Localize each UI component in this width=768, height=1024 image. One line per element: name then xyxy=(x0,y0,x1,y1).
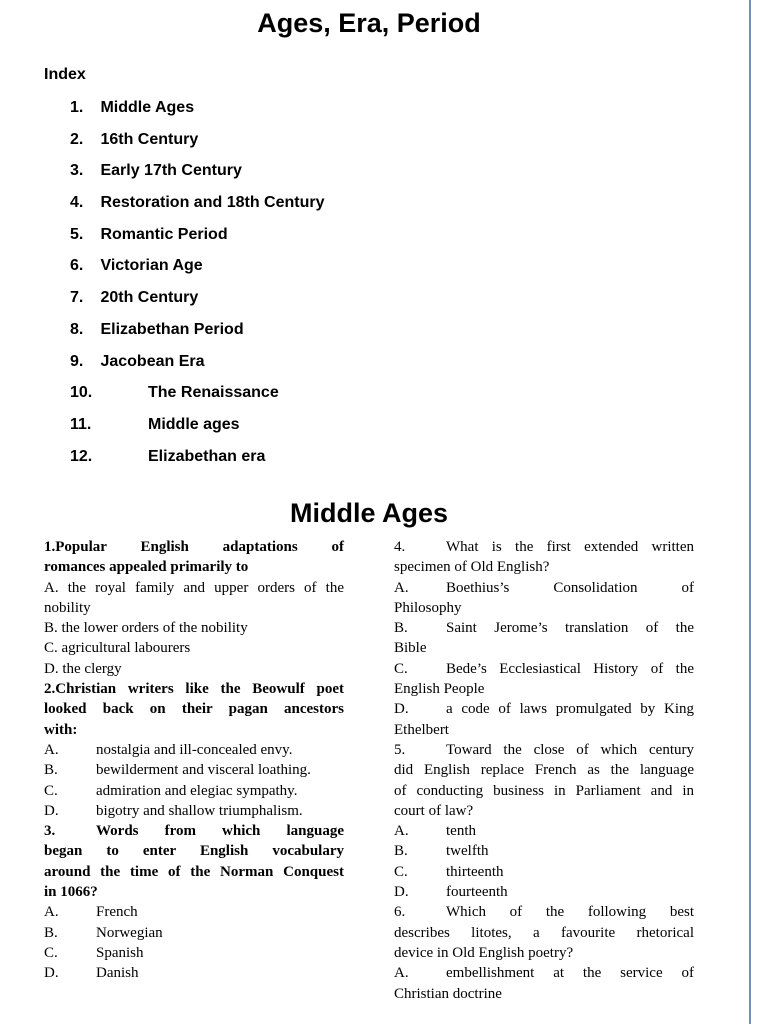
question-3 xyxy=(44,821,344,983)
answer-option: D. Danish xyxy=(44,965,139,982)
answer-option: D. a code of laws promulgated by King xyxy=(394,701,694,718)
answer-option: B. twelfth xyxy=(394,843,489,860)
answer-option: C. Spanish xyxy=(44,944,144,961)
question-text: describes litotes, a favourite rhetorical xyxy=(394,924,694,941)
question-6 xyxy=(394,902,694,1003)
question-4 xyxy=(394,537,694,740)
question-text: 2.Christian writers like the Beowulf poet xyxy=(44,681,344,698)
index-item[interactable]: 12. Elizabethan era xyxy=(70,447,266,465)
answer-option: A. French xyxy=(44,904,138,921)
index-item[interactable]: 7. 20th Century xyxy=(70,289,199,307)
question-5 xyxy=(394,740,694,902)
question-text: in 1066? xyxy=(44,884,98,901)
index-item[interactable]: 11. Middle ages xyxy=(70,415,240,433)
answer-option: D. fourteenth xyxy=(394,884,508,901)
section-title: Middle Ages xyxy=(289,498,449,528)
question-text: began to enter English vocabulary xyxy=(44,843,344,860)
index-item[interactable]: 3. Early 17th Century xyxy=(70,162,242,180)
index-item[interactable]: 5. Romantic Period xyxy=(70,225,228,243)
question-text: romances appealed primarily to xyxy=(44,559,249,576)
index-item[interactable]: 4. Restoration and 18th Century xyxy=(70,194,325,212)
answer-option: nobility xyxy=(44,599,91,616)
answer-option: A. nostalgia and ill-concealed envy. xyxy=(44,741,293,758)
question-text: 5. Toward the close of which century xyxy=(394,741,694,758)
answer-option: C. admiration and elegiac sympathy. xyxy=(44,782,298,799)
question-text: device in Old English poetry? xyxy=(394,944,574,961)
question-text: around the time of the Norman Conquest xyxy=(44,863,344,880)
answer-option: B. Norwegian xyxy=(44,924,163,941)
question-text: of conducting business in Parliament and in xyxy=(394,782,694,799)
question-text: looked back on their pagan ancestors xyxy=(44,701,344,718)
answer-option: A. Boethius’s Consolidation of xyxy=(394,579,694,596)
index-list xyxy=(70,96,324,476)
answer-option: English People xyxy=(394,681,485,698)
question-text: 6. Which of the following best xyxy=(394,904,694,921)
answer-option: Philosophy xyxy=(394,599,462,616)
answer-option: B. Saint Jerome’s translation of the xyxy=(394,620,694,637)
question-1 xyxy=(44,537,344,679)
question-text: 3. Words from which language xyxy=(44,823,344,840)
answer-option: B. the lower orders of the nobility xyxy=(44,620,248,637)
question-text: with: xyxy=(44,721,78,738)
index-item[interactable]: 1. Middle Ages xyxy=(70,99,195,116)
index-heading: Index xyxy=(44,66,86,83)
answer-option: A. tenth xyxy=(394,823,476,840)
answer-option: A. embellishment at the service of xyxy=(394,965,694,982)
index-item[interactable]: 10. The Renaissance xyxy=(70,384,279,402)
question-2 xyxy=(44,679,344,821)
page-edge-line xyxy=(749,0,751,1024)
index-item[interactable]: 8. Elizabethan Period xyxy=(70,320,244,338)
answer-option: Christian doctrine xyxy=(394,985,502,1002)
index-item[interactable]: 9. Jacobean Era xyxy=(70,352,205,370)
page-title: Ages, Era, Period xyxy=(257,8,481,38)
question-text: court of law? xyxy=(394,802,474,819)
answer-option: C. agricultural labourers xyxy=(44,640,191,657)
answer-option: D. bigotry and shallow triumphalism. xyxy=(44,802,303,819)
question-text: 1.Popular English adaptations of xyxy=(44,539,344,555)
right-column xyxy=(394,537,694,1004)
answer-option: D. the clergy xyxy=(44,660,122,677)
question-text: specimen of Old English? xyxy=(394,559,550,576)
answer-option: Bible xyxy=(394,640,427,657)
index-item[interactable]: 2. 16th Century xyxy=(70,130,199,148)
answer-option: C. thirteenth xyxy=(394,863,504,880)
answer-option: A. the royal family and upper orders of the xyxy=(44,579,344,596)
answer-option: Ethelbert xyxy=(394,721,449,738)
answer-option: C. Bede’s Ecclesiastical History of the xyxy=(394,660,694,677)
index-item[interactable]: 6. Victorian Age xyxy=(70,257,203,275)
left-column xyxy=(44,537,344,984)
answer-option: B. bewilderment and visceral loathing. xyxy=(44,762,311,779)
question-text: did English replace French as the language xyxy=(394,762,694,779)
question-text: 4. What is the first extended written xyxy=(394,539,694,555)
